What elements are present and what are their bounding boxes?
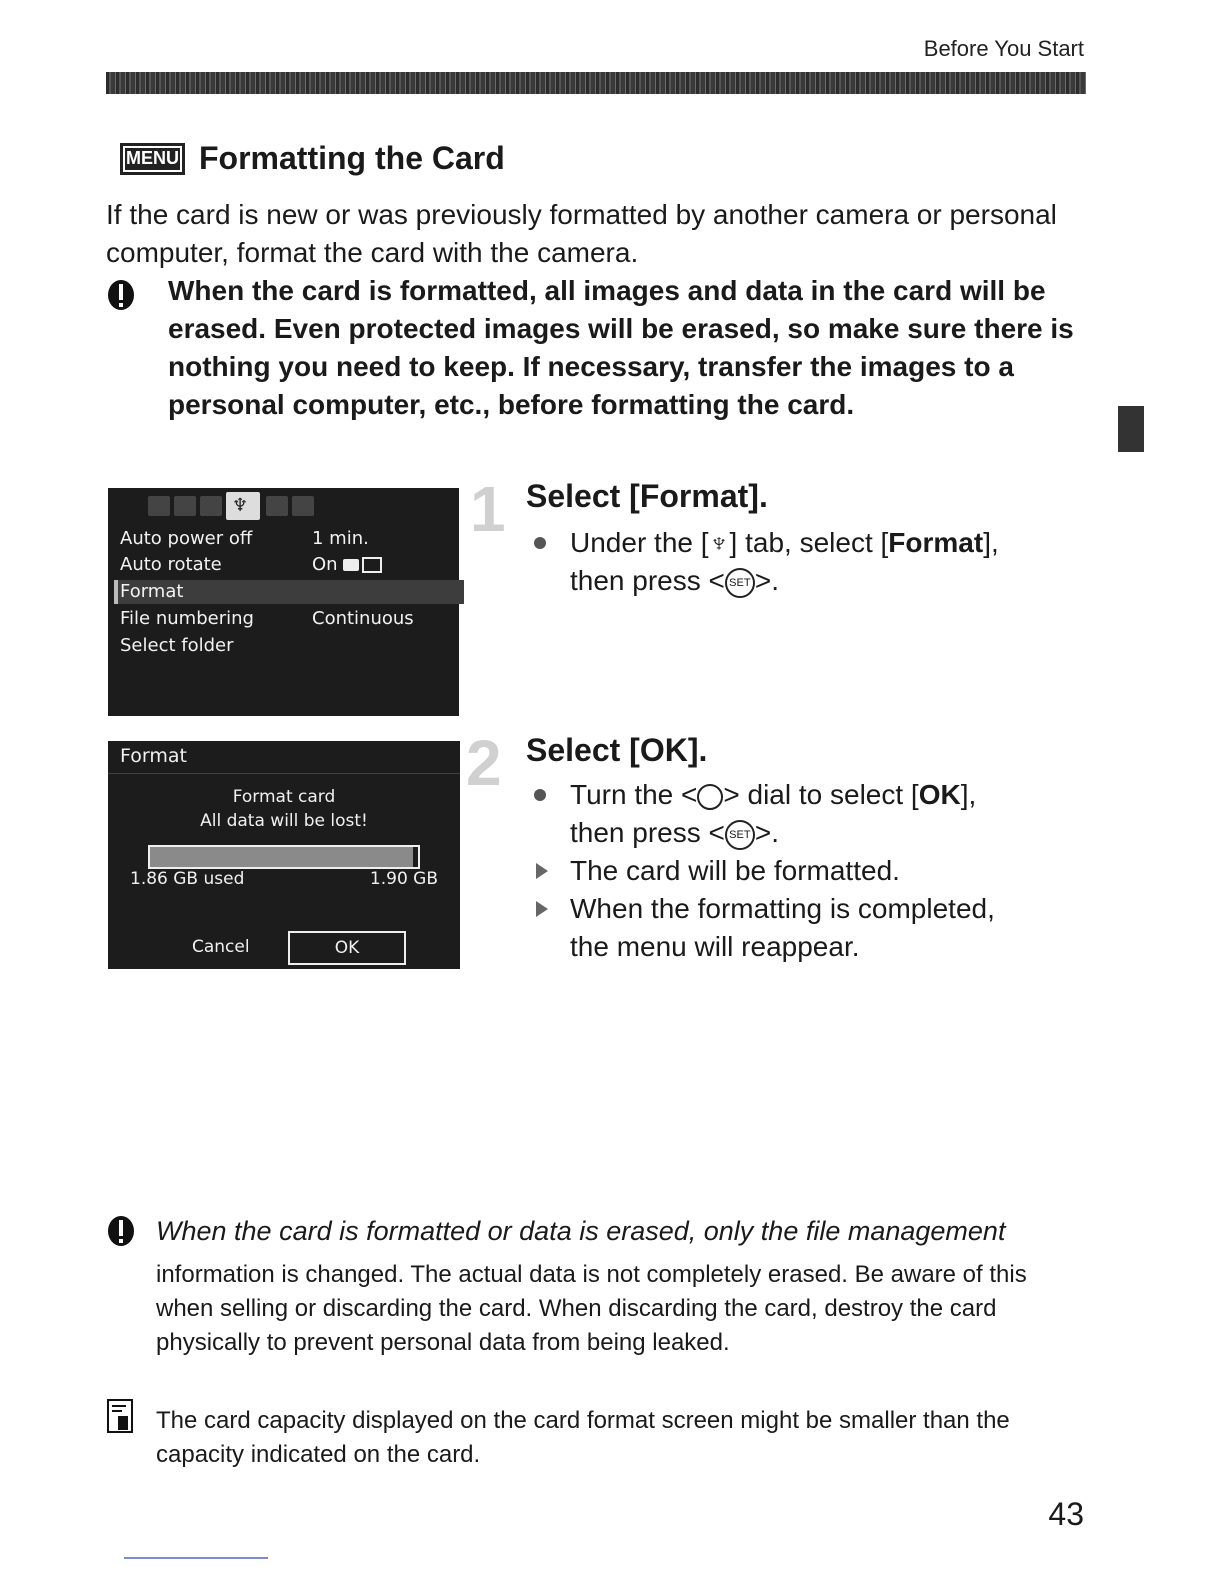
caution-icon: [106, 278, 136, 312]
section-heading: [120, 140, 505, 177]
ok-button: OK: [288, 931, 406, 965]
set-button-icon: SET: [725, 820, 755, 850]
step-2-heading: Select [OK].: [526, 732, 708, 768]
menu-tabs: [108, 488, 459, 524]
used-capacity: 1.86 GB used: [130, 869, 245, 889]
menu-row: [120, 635, 234, 656]
format-card-text: Format card: [232, 787, 336, 807]
menu-row-value: 1 min.: [312, 528, 369, 549]
menu-row-value: On: [312, 554, 382, 575]
footer-rule: [124, 1557, 268, 1559]
title-divider: [108, 773, 460, 774]
quick-control-dial-icon: [697, 784, 723, 810]
menu-row: [120, 608, 414, 629]
menu-row-label: Auto rotate: [120, 554, 222, 575]
page-number: 43: [1048, 1496, 1084, 1532]
memo-icon: [106, 1398, 136, 1436]
warning-text: When the card is formatted, all images and data in the card will be erased. Even protected images will be erased, so make sure there is nothing you need to keep. If necessary, transfer the images to a personal computer, etc., before formatting the card.: [168, 275, 1074, 420]
caution-first-line: When the card is formatted or data is erased, only the file management: [156, 1216, 1006, 1246]
intro-paragraph: If the card is new or was previously formatted by another camera or personal computer, format the card with the camera.: [106, 199, 1057, 268]
result-text: the menu will reappear.: [570, 931, 860, 962]
result-arrow-icon: [536, 863, 548, 879]
monitor-icon: [362, 557, 382, 573]
header-title: Before You Start: [923, 36, 1084, 61]
card-usage-fill: [150, 847, 413, 867]
step-1-heading: Select [Format].: [526, 478, 768, 514]
menu-icon: MENU: [120, 143, 185, 175]
data-lost-warning: All data will be lost!: [200, 811, 368, 831]
cancel-button: Cancel: [192, 937, 250, 957]
section-title: Formatting the Card: [199, 140, 505, 176]
wrench-icon: ♆: [708, 527, 730, 558]
menu-row-selected: [120, 581, 183, 602]
step-number-2: 2: [466, 727, 502, 799]
card-usage-bar: [148, 845, 420, 869]
bullet-icon: [534, 789, 546, 801]
tab-playback: [200, 496, 222, 516]
menu-row: [120, 528, 369, 549]
tab-setup-3: [292, 496, 314, 516]
bullet-icon: [534, 537, 546, 549]
camera-menu-screen: [108, 488, 459, 716]
menu-row-label: Select folder: [120, 635, 234, 656]
memo-text: The card capacity displayed on the card format screen might be smaller than the capacity indicated on the card.: [156, 1407, 1010, 1468]
caution-icon: [106, 1214, 136, 1248]
header-bar: [106, 72, 1086, 94]
menu-row-label: Format: [120, 581, 184, 602]
tab-shooting-1: [148, 496, 170, 516]
step-number-1: 1: [470, 473, 506, 545]
menu-row-label: Auto power off: [120, 528, 253, 549]
result-text: The card will be formatted.: [570, 855, 900, 886]
step-2-bullets: Turn the < > dial to select [OK], then press < SET >. The card will be formatted. When the formatting is completed, the menu will reappear.: [534, 776, 1094, 976]
menu-row: [120, 554, 338, 575]
tab-shooting-2: [174, 496, 196, 516]
menu-row-label: File numbering: [120, 608, 254, 629]
result-arrow-icon: [536, 901, 548, 917]
format-screen-title: Format: [120, 745, 187, 767]
chapter-tab: [1118, 406, 1144, 452]
tab-setup-1: [226, 492, 260, 520]
total-capacity: 1.90 GB: [369, 869, 438, 889]
wrench-icon: ♆: [232, 495, 249, 516]
caution-text: information is changed. The actual data is not completely erased. Be aware of this when selling or discarding the card. When discarding the card, destroy the card physically to prevent personal data from being leaked.: [156, 1261, 1027, 1356]
format-card-screen: [108, 741, 460, 969]
tab-setup-2: [266, 496, 288, 516]
camera-icon: [343, 559, 359, 571]
set-button-icon: SET: [725, 568, 755, 598]
menu-row-value: Continuous: [312, 608, 414, 629]
result-text: When the formatting is completed,: [570, 893, 995, 924]
